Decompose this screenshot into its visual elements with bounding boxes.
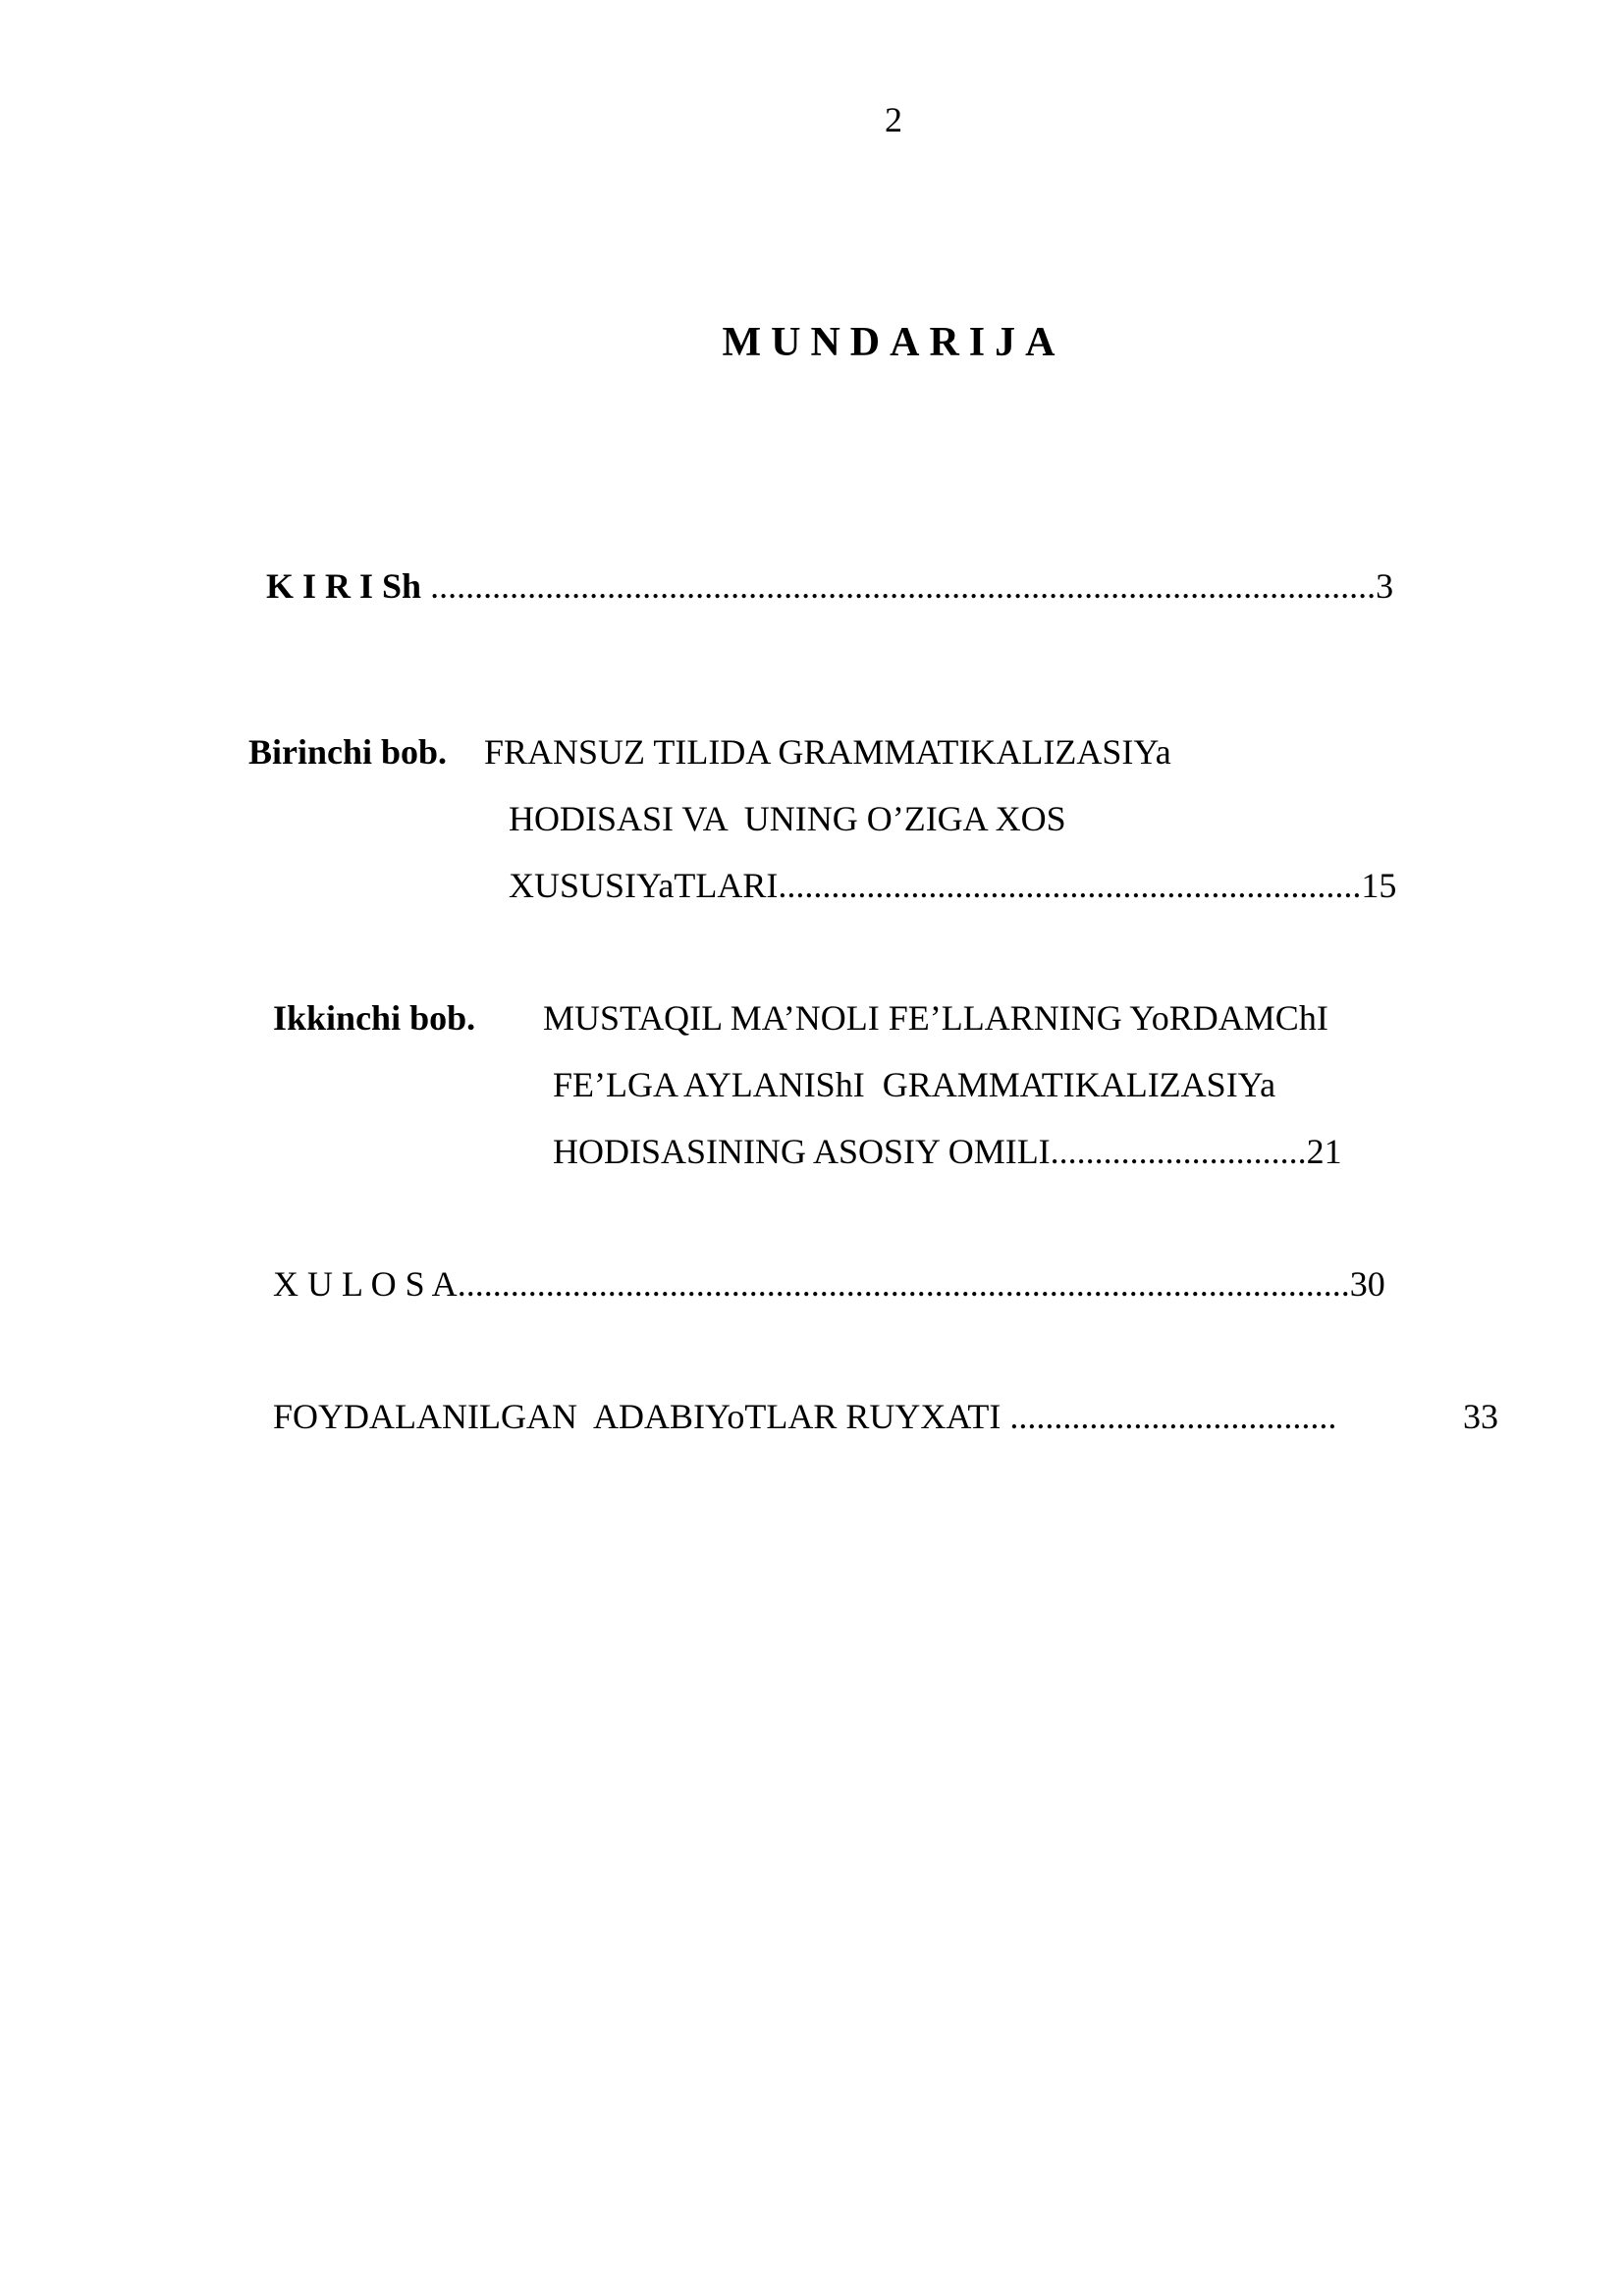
toc-chapter2-line1: MUSTAQIL MA’NOLI FE’LLARNING YoRDAMChI bbox=[543, 998, 1328, 1038]
toc-conclusion-label: X U L O S A bbox=[273, 1264, 458, 1304]
toc-chapter2-line3-text: HODISASINING ASOSIY OMILI............................. bbox=[553, 1132, 1307, 1171]
toc-intro-leader: ........................................................................................................... bbox=[421, 566, 1377, 606]
toc-conclusion-page: 30 bbox=[1349, 1264, 1385, 1304]
toc-entry-conclusion bbox=[273, 1266, 1385, 1302]
toc-entry-intro bbox=[248, 533, 1393, 604]
toc-entry-references bbox=[273, 1399, 1336, 1434]
toc-chapter2-line3 bbox=[553, 1134, 1342, 1169]
toc-chapter1-line3-text: XUSUSIYaTLARI.................................................................. bbox=[509, 866, 1362, 905]
toc-references-label: FOYDALANILGAN ADABIYoTLAR RUYXATI bbox=[273, 1397, 1001, 1436]
toc-intro-page: 3 bbox=[1376, 566, 1394, 606]
toc-intro-label: K I R I Sh bbox=[266, 566, 422, 606]
toc-chapter2-page: 21 bbox=[1306, 1132, 1342, 1171]
page-title: MUNDARIJA bbox=[722, 320, 1065, 365]
page-number: 2 bbox=[885, 100, 902, 139]
toc-chapter1-line1: FRANSUZ TILIDA GRAMMATIKALIZASIYa bbox=[484, 732, 1171, 772]
toc-chapter1-line2: HODISASI VA UNING O’ZIGA XOS bbox=[509, 799, 1066, 838]
toc-chapter2-line2: FE’LGA AYLANIShI GRAMMATIKALIZASIYa bbox=[553, 1065, 1276, 1104]
toc-references-leader: ..................................... bbox=[1001, 1397, 1337, 1436]
toc-references-page: 33 bbox=[1463, 1397, 1498, 1436]
toc-chapter2-label: Ikkinchi bob. bbox=[273, 998, 476, 1038]
toc-conclusion-leader: ..................................................................................................... bbox=[457, 1264, 1350, 1304]
toc-chapter1-page: 15 bbox=[1361, 866, 1397, 905]
toc-chapter1-label: Birinchi bob. bbox=[248, 732, 448, 772]
toc-chapter1-line3 bbox=[509, 868, 1396, 903]
